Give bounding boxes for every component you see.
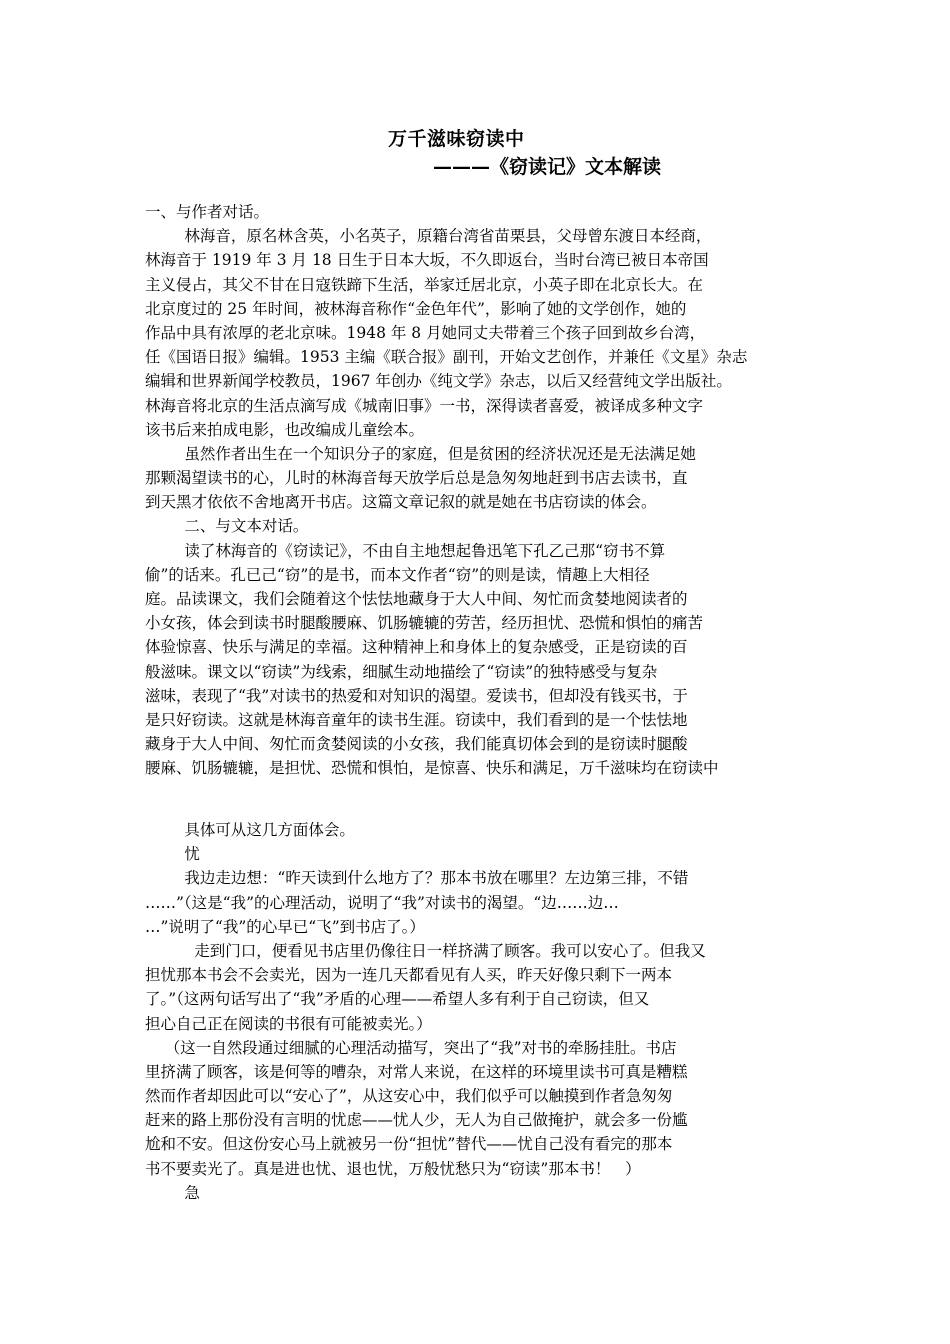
text-line: 编辑和世界新闻学校教员，1967 年创办《纯文学》杂志，以后又经营纯文学出版社。 — [145, 372, 732, 391]
text-line: 了。”（这两句话写出了“我”矛盾的心理——希望人多有利于自己窃读，但又 — [145, 990, 650, 1009]
text-line: 滋味，表现了“我”对读书的热爱和对知识的渴望。爱读书，但却没有钱买书，于 — [145, 686, 688, 705]
text-line: 作品中具有浓厚的老北京味。1948 年 8 月她同丈夫带着三个孩子回到故乡台湾， — [145, 323, 706, 342]
text-line: 主义侵占，其父不甘在日寇铁蹄下生活，举家迁居北京，小英子即在北京长大。在 — [145, 275, 704, 294]
text-line: 二、与文本对话。 — [145, 517, 309, 536]
text-line: 该书后来拍成电影，也改编成儿童绘本。 — [145, 420, 425, 439]
text-line: …”说明了“我”的心早已“飞”到书店了。） — [145, 917, 425, 936]
text-line: 到天黑才依依不舍地离开书店。这篇文章记叙的就是她在书店窃读的体会。 — [145, 493, 657, 512]
text-line: 走到门口，便看见书店里仍像往日一样挤满了顾客。我可以安心了。但我又 — [145, 941, 706, 960]
text-line: 林海音将北京的生活点滴写成《城南旧事》一书，深得读者喜爱，被译成多种文字 — [145, 396, 704, 415]
text-line: 担心自己正在阅读的书很有可能被卖光。） — [145, 1014, 432, 1033]
text-line: 那颗渴望读书的心，儿时的林海音每天放学后总是急匆匆地赶到书店去读书，直 — [145, 469, 688, 488]
text-line: 体验惊喜、快乐与满足的幸福。这种精神上和身体上的复杂感受，正是窃读的百 — [145, 638, 688, 657]
text-line: 急 — [145, 1183, 200, 1202]
text-line: 具体可从这几方面体会。 — [145, 821, 355, 839]
text-line: 是只好窃读。这就是林海音童年的读书生涯。窃读中，我们看到的是一个怯怯地 — [145, 710, 688, 729]
text-line: 尬和不安。但这份安心马上就被另一份“担忧”替代——忧自己没有看完的那本 — [145, 1135, 673, 1154]
text-line: 虽然作者出生在一个知识分子的家庭，但是贫困的经济状况还是无法满足她 — [145, 444, 696, 463]
text-line: 庭。品读课文，我们会随着这个怯怯地藏身于大人中间、匆忙而贪婪地阅读者的 — [145, 590, 688, 608]
body-text-part-one — [145, 200, 815, 781]
document-title: 万千滋味窃读中 — [388, 128, 525, 150]
text-line: 忧 — [145, 845, 200, 864]
text-line: 我边走边想：“昨天读到什么地方了？那本书放在哪里？左边第三排，不错 — [145, 869, 689, 888]
text-line: ……”（这是“我”的心理活动，说明了“我”对读书的渴望。“边……边… — [145, 893, 619, 912]
text-line: 林海音，原名林含英，小名英子，原籍台湾省苗栗县，父母曾东渡日本经商， — [145, 227, 712, 246]
text-line: 偷”的话来。孔已己“窃”的是书，而本文作者“窃”的则是读，情趣上大相径 — [145, 565, 650, 584]
text-line: 藏身于大人中间、匆忙而贪婪阅读的小女孩，我们能真切体会到的是窃读时腿酸 — [145, 735, 688, 754]
text-line: 然而作者却因此可以“安心了”，从这安心中，我们似乎可以触摸到作者急匆匆 — [145, 1087, 673, 1106]
body-text-part-two — [145, 818, 815, 1205]
text-line: 读了林海音的《窃读记》，不由自主地想起鲁迅笔下孔乙己那“窃书不算 — [145, 541, 666, 560]
text-line: 北京度过的 25 年时间，被林海音称作“金色年代”，影响了她的文学创作，她的 — [145, 299, 687, 318]
text-line: 赶来的路上那份没有言明的忧虑——忧人少，无人为自己做掩护，就会多一份尴 — [145, 1111, 688, 1130]
text-line: 担忧那本书会不会卖光，因为一连几天都看见有人买，昨天好像只剩下一两本 — [145, 966, 673, 985]
text-line: 林海音于 1919 年 3 月 18 日生于日本大坂，不久即返台，当时台湾已被日本帝国 — [145, 251, 709, 270]
text-line: 小女孩，体会到读书时腿酸腰麻、饥肠辘辘的劳苦，经历担忧、恐慌和惧怕的痛苦 — [145, 614, 704, 633]
text-line: 任《国语日报》编辑。1953 主编《联合报》副刊，开始文艺创作，并兼任《文星》杂志 — [145, 348, 748, 367]
text-line: 般滋味。课文以“窃读”为线索，细腻生动地描绘了“窃读”的独特感受与复杂 — [145, 662, 658, 681]
text-line: 腰麻、饥肠辘辘，是担忧、恐慌和惧怕，是惊喜、快乐和满足，万千滋味均在窃读中 — [145, 759, 719, 778]
document-subtitle: ———《窃读记》文本解读 — [433, 156, 662, 178]
text-line: 一、与作者对话。 — [145, 203, 270, 221]
text-line: （这一自然段通过细腻的心理活动描写，突出了“我”对书的牵肠挂肚。书店 — [145, 1038, 677, 1057]
text-line: 里挤满了顾客，该是何等的嘈杂，对常人来说，在这样的环境里读书可真是糟糕 — [145, 1062, 688, 1081]
text-line: 书不要卖光了。真是进也忧、退也忧，万般忧愁只为“窃读”那本书！ ） — [145, 1159, 641, 1178]
